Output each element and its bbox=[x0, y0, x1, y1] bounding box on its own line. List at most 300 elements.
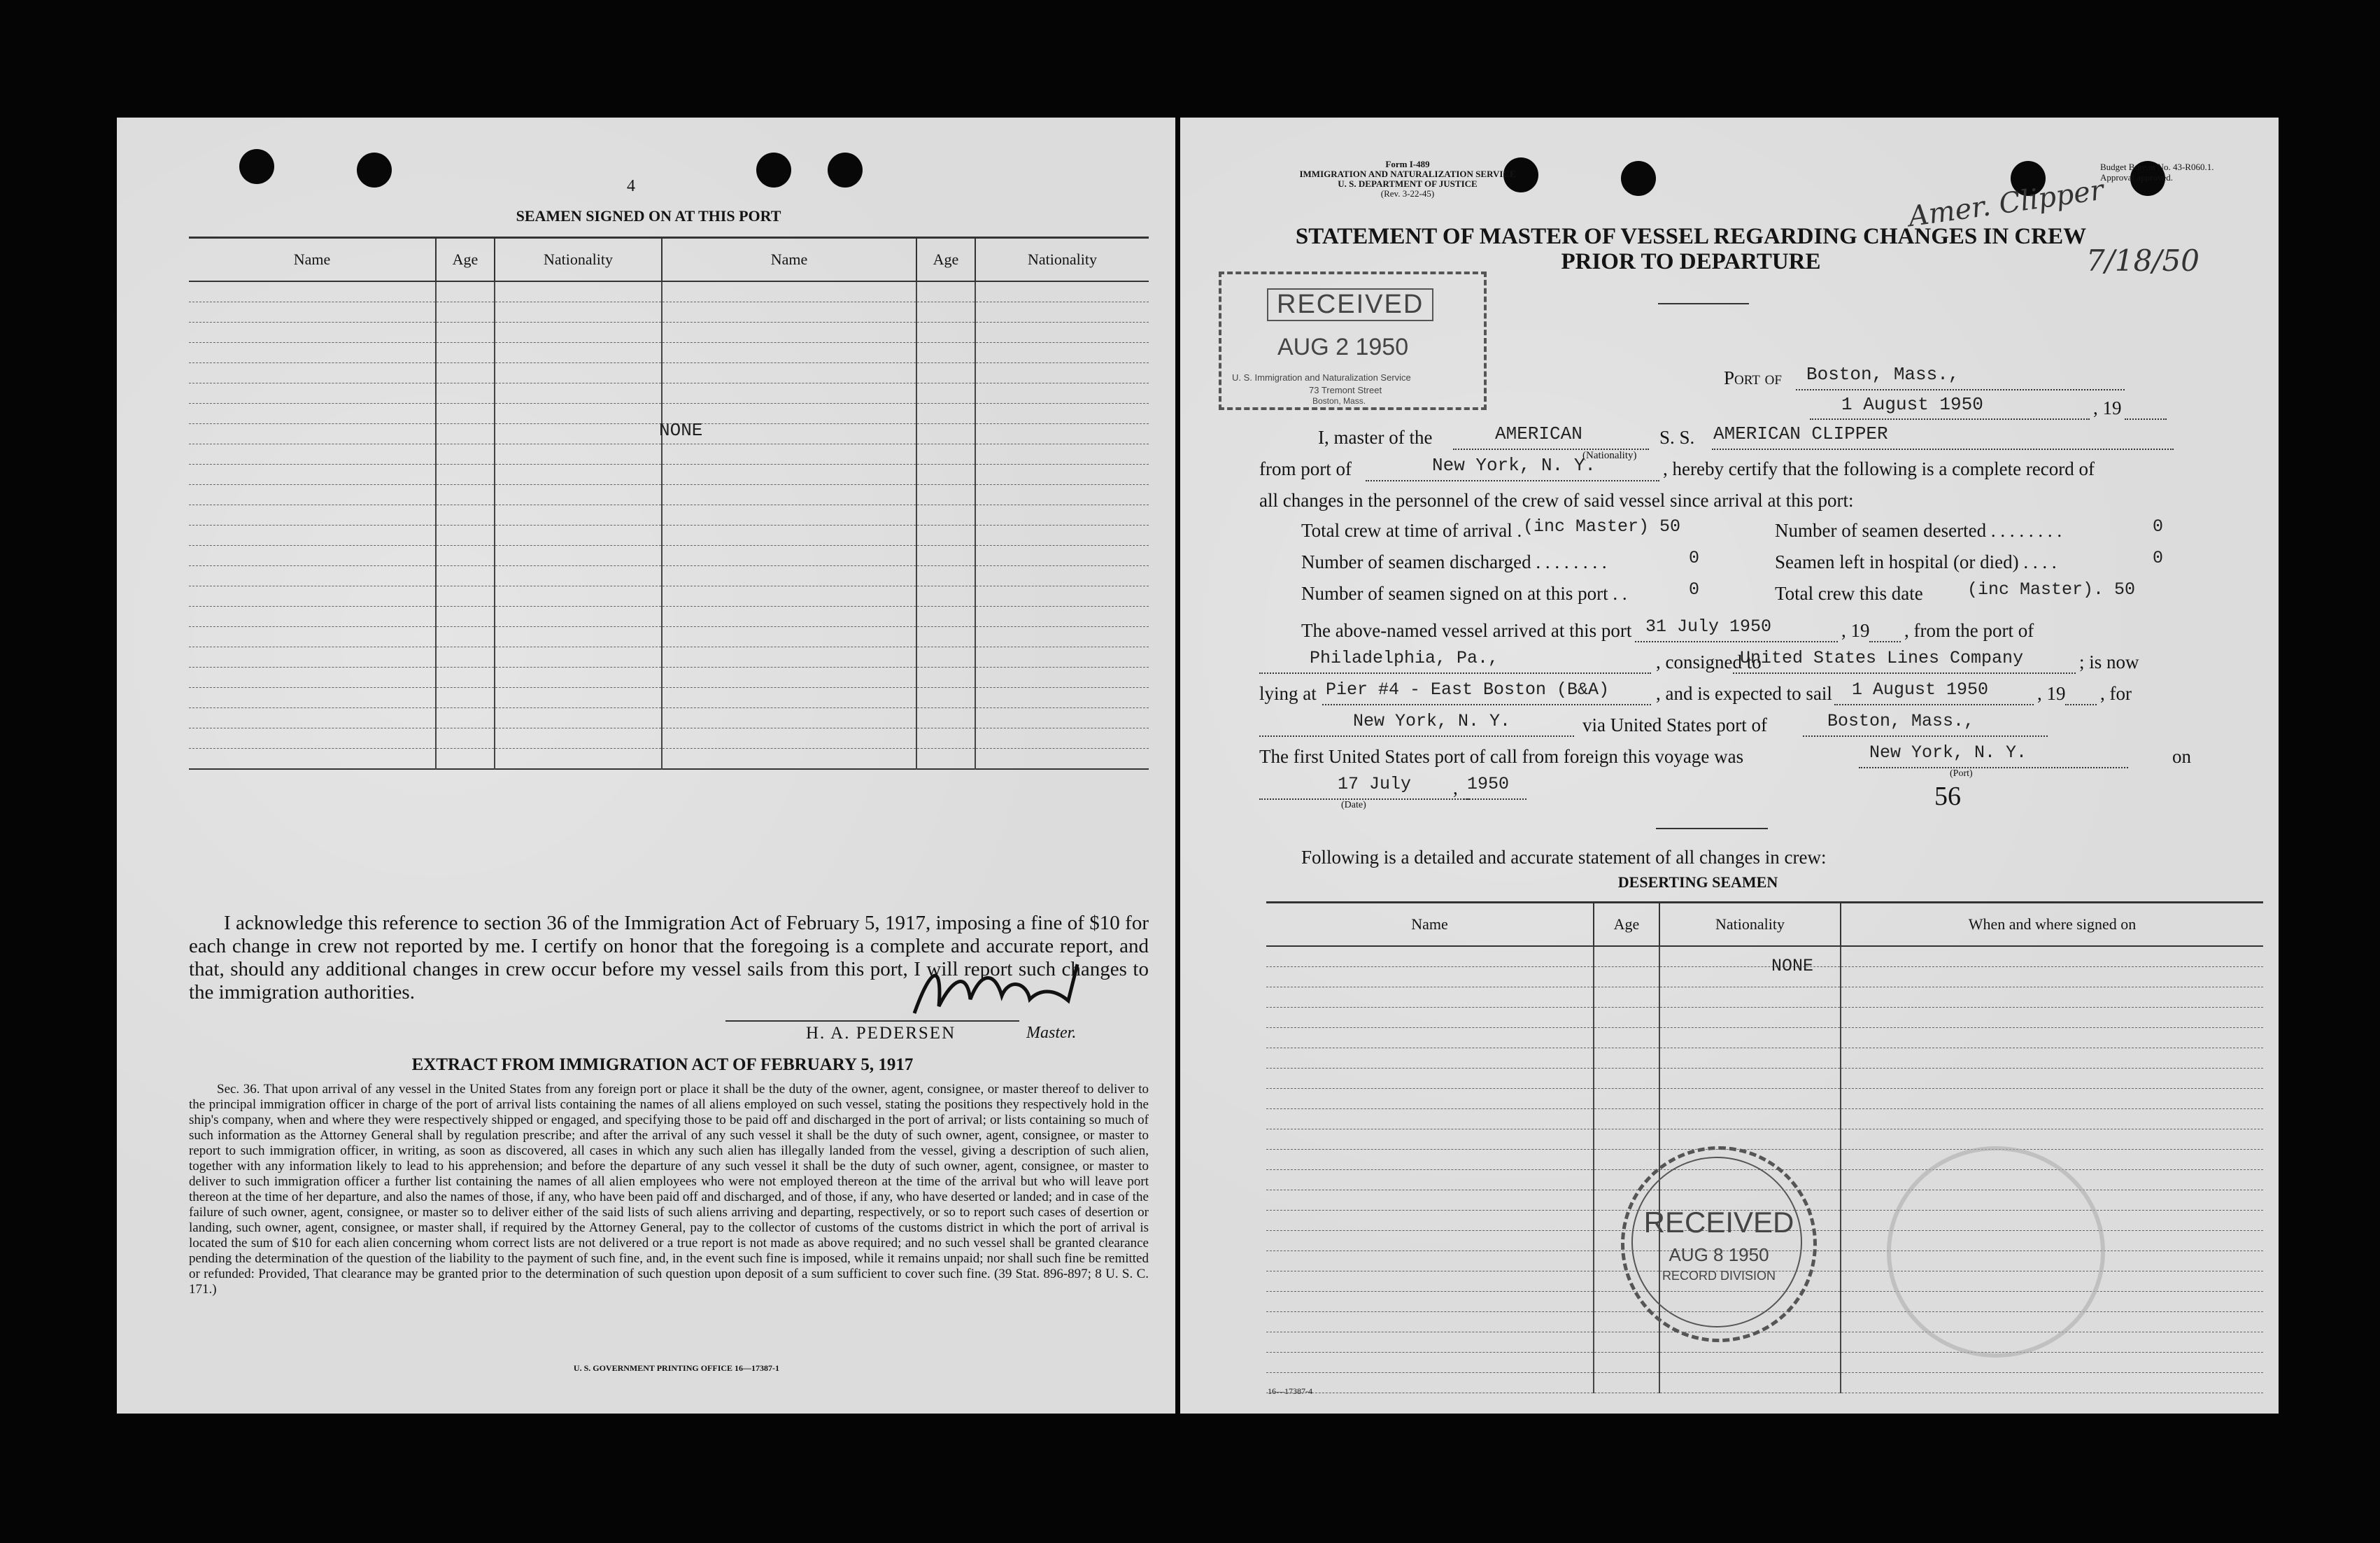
table-cell bbox=[662, 627, 916, 647]
table-cell bbox=[975, 728, 1149, 749]
stamp-city: Boston, Mass. bbox=[1312, 396, 1366, 406]
table-cell bbox=[1266, 1089, 1594, 1109]
form-header bbox=[1250, 160, 1565, 199]
table-row bbox=[1266, 1109, 2263, 1129]
table-cell bbox=[495, 566, 662, 586]
table-cell bbox=[662, 383, 916, 404]
signed-on-label: Number of seamen signed on at this port . . bbox=[1301, 583, 1627, 604]
table-cell bbox=[436, 708, 495, 728]
table-row bbox=[1266, 1048, 2263, 1069]
table-cell bbox=[975, 688, 1149, 708]
printing-office: U. S. GOVERNMENT PRINTING OFFICE 16—17387-1 bbox=[573, 1363, 780, 1373]
table-cell bbox=[436, 281, 495, 302]
table-cell bbox=[189, 444, 436, 465]
table-row bbox=[189, 688, 1149, 708]
table-cell bbox=[1841, 1129, 2263, 1150]
via-value: Boston, Mass., bbox=[1827, 711, 1975, 731]
table-cell bbox=[975, 526, 1149, 546]
received-stamp bbox=[1219, 272, 1487, 410]
table-row bbox=[189, 444, 1149, 465]
table-cell bbox=[662, 668, 916, 688]
table-cell bbox=[495, 708, 662, 728]
table-cell bbox=[1659, 1048, 1841, 1069]
punch-hole bbox=[828, 153, 863, 188]
table-cell bbox=[975, 424, 1149, 444]
table-cell bbox=[189, 465, 436, 485]
table-cell bbox=[975, 485, 1149, 505]
comma: , bbox=[1453, 777, 1458, 798]
column-header: Age bbox=[1594, 903, 1659, 947]
table-cell bbox=[436, 668, 495, 688]
table-cell bbox=[1594, 1008, 1659, 1028]
table-cell bbox=[975, 323, 1149, 343]
table-cell bbox=[1594, 1109, 1659, 1129]
column-header: When and where signed on bbox=[1841, 903, 2263, 947]
port-label: Port of bbox=[1724, 367, 1782, 388]
table-cell bbox=[916, 383, 975, 404]
table-cell bbox=[436, 749, 495, 770]
table-cell bbox=[1594, 1332, 1659, 1353]
table-cell bbox=[1266, 1150, 1594, 1170]
table-cell bbox=[495, 688, 662, 708]
first-port-label: The first United States port of call from foreign this voyage was bbox=[1259, 746, 1744, 767]
form-subtitle: PRIOR TO DEPARTURE bbox=[1561, 249, 1821, 274]
arrived-value: 31 July 1950 bbox=[1645, 617, 1772, 637]
left-page bbox=[117, 118, 1175, 1414]
table-row bbox=[1266, 1089, 2263, 1109]
table-row bbox=[189, 383, 1149, 404]
table-cell bbox=[1266, 1211, 1594, 1231]
column-header: Age bbox=[436, 238, 495, 282]
stamp-received-text: RECEIVED bbox=[1267, 288, 1433, 321]
master-name: H. A. PEDERSEN bbox=[806, 1024, 956, 1043]
acknowledgment-text: I acknowledge this reference to section 36 of the Immigration Act of February 5, 1917, imposing a fine of $10 for each change in crew not reported by me. I certify on honor that the foregoing is a complete and accurate report, and that, should any additional changes in crew occur before my vessel sails from this port, I will report such changes to the immigration authorities. bbox=[189, 912, 1149, 1003]
table-row bbox=[1266, 1129, 2263, 1150]
expected-label: , and is expected to sail bbox=[1656, 683, 1832, 704]
table-row bbox=[189, 485, 1149, 505]
table-cell bbox=[975, 444, 1149, 465]
table-cell bbox=[189, 505, 436, 526]
table-row bbox=[189, 607, 1149, 627]
table-cell bbox=[916, 708, 975, 728]
revision: (Rev. 3-22-45) bbox=[1380, 188, 1435, 199]
table-row bbox=[189, 363, 1149, 383]
for-label: , for bbox=[2100, 683, 2132, 704]
table-cell bbox=[436, 526, 495, 546]
table-cell bbox=[1594, 1312, 1659, 1332]
table-cell bbox=[1266, 1048, 1594, 1069]
table-cell bbox=[436, 485, 495, 505]
table-cell bbox=[975, 383, 1149, 404]
table-cell bbox=[1594, 967, 1659, 987]
table-row bbox=[1266, 1008, 2263, 1028]
table-cell bbox=[495, 668, 662, 688]
table-row bbox=[189, 526, 1149, 546]
certify-text: , hereby certify that the following is a complete record of bbox=[1663, 458, 2095, 479]
handwritten-vessel: Amer. Clipper bbox=[1906, 174, 2106, 234]
table-cell bbox=[662, 363, 916, 383]
stamp-date: AUG 2 1950 bbox=[1277, 334, 1409, 360]
section-title: SEAMEN SIGNED ON AT THIS PORT bbox=[516, 207, 781, 225]
table-cell bbox=[916, 444, 975, 465]
table-cell bbox=[1841, 1028, 2263, 1048]
table-cell bbox=[1659, 987, 1841, 1008]
page-count: 56 bbox=[1934, 782, 1961, 811]
table-cell bbox=[495, 383, 662, 404]
discharged-value: 0 bbox=[1689, 548, 1700, 568]
punch-hole bbox=[239, 149, 274, 184]
nationality-value: AMERICAN bbox=[1495, 423, 1582, 444]
table-cell bbox=[436, 566, 495, 586]
table-row bbox=[189, 546, 1149, 566]
table-row bbox=[189, 323, 1149, 343]
table-cell bbox=[189, 728, 436, 749]
table-row bbox=[1266, 1069, 2263, 1089]
table-row bbox=[189, 566, 1149, 586]
total-crew-date-label: Total crew this date bbox=[1775, 583, 1923, 604]
all-changes-text: all changes in the personnel of the crew of said vessel since arrival at this port: bbox=[1259, 490, 1854, 511]
vessel-value: AMERICAN CLIPPER bbox=[1713, 423, 1888, 444]
table-cell bbox=[916, 526, 975, 546]
table-cell bbox=[1266, 1170, 1594, 1190]
table-cell bbox=[916, 728, 975, 749]
table-cell bbox=[975, 465, 1149, 485]
table-cell bbox=[1266, 1251, 1594, 1271]
table-cell bbox=[495, 586, 662, 607]
table-cell bbox=[1266, 1271, 1594, 1292]
via-label: via United States port of bbox=[1582, 714, 1767, 735]
table-cell bbox=[1594, 987, 1659, 1008]
table-cell bbox=[916, 749, 975, 770]
table-row bbox=[189, 749, 1149, 770]
table-cell bbox=[189, 647, 436, 668]
table-row bbox=[189, 668, 1149, 688]
table-cell bbox=[662, 526, 916, 546]
table-cell bbox=[436, 383, 495, 404]
table-row bbox=[189, 505, 1149, 526]
table-cell bbox=[1594, 1150, 1659, 1170]
seamen-signed-table bbox=[189, 237, 1149, 770]
table-cell bbox=[1659, 946, 1841, 967]
table-cell bbox=[662, 586, 916, 607]
master-label: Master. bbox=[1026, 1024, 1077, 1042]
sail-value: 1 August 1950 bbox=[1852, 679, 1989, 700]
table-cell bbox=[495, 281, 662, 302]
table-cell bbox=[662, 546, 916, 566]
table-cell bbox=[662, 444, 916, 465]
table-cell bbox=[1841, 967, 2263, 987]
table-cell bbox=[495, 546, 662, 566]
table-cell bbox=[975, 647, 1149, 668]
table-row bbox=[1266, 1353, 2263, 1373]
table-cell bbox=[495, 424, 662, 444]
extract-title: EXTRACT FROM IMMIGRATION ACT OF FEBRUARY 5, 1917 bbox=[411, 1055, 914, 1074]
table-cell bbox=[662, 505, 916, 526]
table-cell bbox=[436, 424, 495, 444]
table-cell bbox=[495, 444, 662, 465]
table-cell bbox=[495, 465, 662, 485]
table-cell bbox=[1266, 1353, 1594, 1373]
table-cell bbox=[436, 546, 495, 566]
table-cell bbox=[436, 505, 495, 526]
table-row bbox=[1266, 987, 2263, 1008]
table-cell bbox=[662, 485, 916, 505]
table-cell bbox=[1266, 1129, 1594, 1150]
discharged-label: Number of seamen discharged . . . . . . . . bbox=[1301, 551, 1607, 572]
table-cell bbox=[916, 343, 975, 363]
arrived-year-suffix: , 19 bbox=[1841, 620, 1870, 641]
table-cell bbox=[436, 607, 495, 627]
table-cell bbox=[1659, 967, 1841, 987]
column-header: Age bbox=[916, 238, 975, 282]
ss-label: S. S. bbox=[1659, 427, 1695, 448]
table-cell bbox=[436, 586, 495, 607]
agency-line: IMMIGRATION AND NATURALIZATION SERVICE bbox=[1299, 169, 1516, 179]
table-cell bbox=[916, 323, 975, 343]
table-cell bbox=[975, 363, 1149, 383]
date-caption: (Date) bbox=[1341, 800, 1366, 810]
table-cell bbox=[495, 647, 662, 668]
following-text: Following is a detailed and accurate statement of all changes in crew: bbox=[1301, 847, 1827, 868]
table-cell bbox=[1266, 1008, 1594, 1028]
table-cell bbox=[975, 668, 1149, 688]
table-cell bbox=[1266, 1069, 1594, 1089]
deserted-value: 0 bbox=[2153, 516, 2164, 537]
none-entry: NONE bbox=[1771, 956, 1814, 976]
hospital-label: Seamen left in hospital (or died) . . . . bbox=[1775, 551, 2057, 572]
first-date-value: 17 July bbox=[1338, 774, 1412, 794]
form-number: Form I-489 bbox=[1385, 159, 1430, 169]
table-cell bbox=[1266, 1332, 1594, 1353]
total-crew-date-value: (inc Master). 50 bbox=[1967, 579, 2136, 600]
round-stamp-sub: RECORD DIVISION bbox=[1662, 1269, 1776, 1283]
table-row bbox=[189, 281, 1149, 302]
table-cell bbox=[1594, 1028, 1659, 1048]
column-header: Nationality bbox=[495, 238, 662, 282]
table-cell bbox=[1841, 987, 2263, 1008]
table-cell bbox=[975, 749, 1149, 770]
table-cell bbox=[189, 343, 436, 363]
table-cell bbox=[436, 302, 495, 323]
total-crew-arrival-label: Total crew at time of arrival . bbox=[1301, 520, 1522, 541]
table-cell bbox=[189, 627, 436, 647]
table-cell bbox=[436, 728, 495, 749]
table-cell bbox=[916, 627, 975, 647]
table-cell bbox=[662, 302, 916, 323]
table-cell bbox=[662, 323, 916, 343]
table-cell bbox=[495, 485, 662, 505]
is-now-label: ; is now bbox=[2079, 651, 2139, 672]
table-cell bbox=[1594, 1373, 1659, 1393]
table-cell bbox=[436, 627, 495, 647]
faded-round-stamp bbox=[1887, 1146, 2105, 1358]
table-cell bbox=[916, 647, 975, 668]
table-cell bbox=[916, 546, 975, 566]
table-row bbox=[1266, 1028, 2263, 1048]
table-cell bbox=[189, 749, 436, 770]
date-value: 1 August 1950 bbox=[1841, 394, 1983, 415]
from-port-label: from port of bbox=[1259, 458, 1352, 479]
table-cell bbox=[662, 281, 916, 302]
first-date-year: 1950 bbox=[1467, 774, 1510, 794]
table-cell bbox=[662, 749, 916, 770]
master-of-label: I, master of the bbox=[1318, 427, 1433, 448]
table-cell bbox=[662, 728, 916, 749]
table-cell bbox=[975, 586, 1149, 607]
table-cell bbox=[916, 586, 975, 607]
table-cell bbox=[495, 404, 662, 424]
table-cell bbox=[1841, 946, 2263, 967]
table-cell bbox=[1659, 1089, 1841, 1109]
table-cell bbox=[916, 688, 975, 708]
handwritten-date: 7/18/50 bbox=[2086, 244, 2200, 278]
extract-text: Sec. 36. That upon arrival of any vessel in the United States from any foreign port or place it shall be the duty of the owner, agent, consignee, or master thereof to deliver to the principal immigration officer in charge of the port of arrival lists containing the names of all aliens employed on such vessel, stating the positions they respectively hold in the ship's company, when and where they were respectively shipped or engaged, and specifying those to be paid off and discharged in the port of arrival; or lists containing so much of such information as the Attorney General shall by regulation prescribe; and after the arrival of any such vessel it shall be the duty of such owner, agent, consignee, or master to report to such immigration officer, in writing, as soon as discovered, all cases in which any such alien has illegally landed from the vessel, giving a description of such alien, together with any information likely to lead to his apprehension; and before the departure of any such vessel it shall be the duty of such owner, agent, consignee, or master to deliver to such immigration officer a further list containing the names of all alien employees who were not employed thereon at the time of the arrival but who will leave port thereon at the time of her departure, and also the names of those, if any, who have been paid off and discharged, and of those, if any, who have deserted or landed; and in case of the failure of such owner, agent, consignee, or master so to deliver either of the said lists of such aliens arriving and departing, respectively, or so to report such cases of desertion or landing, such owner, agent, consignee, or master shall, if required by the Attorney General, pay to the collector of customs of the customs district in which the port of arrival is located the sum of $10 for each alien concerning whom correct lists are not delivered or a true report is not made as above required; and no such vessel shall be granted clearance pending the determination of the question of the liability to the payment of such fine, and, in the event such fine is imposed, while it remains unpaid; nor shall such fine be remitted or refunded: Provided, That clearance may be granted prior to the determination of such question upon deposit of a sum sufficient to cover such fine. (39 Stat. 896-897; 8 U. S. C. 171.) bbox=[189, 1082, 1149, 1297]
table-cell bbox=[1266, 1109, 1594, 1129]
table-cell bbox=[189, 607, 436, 627]
table-cell bbox=[916, 668, 975, 688]
signed-on-value: 0 bbox=[1689, 579, 1700, 600]
table-cell bbox=[495, 505, 662, 526]
table-cell bbox=[916, 465, 975, 485]
table-cell bbox=[662, 465, 916, 485]
table-cell bbox=[1266, 1373, 1594, 1393]
table-cell bbox=[1266, 967, 1594, 987]
consignee-value: United States Lines Company bbox=[1740, 648, 2024, 668]
table-cell bbox=[916, 302, 975, 323]
table-cell bbox=[1841, 1069, 2263, 1089]
budget-bureau bbox=[2100, 162, 2268, 183]
table-row bbox=[189, 586, 1149, 607]
table-cell bbox=[975, 566, 1149, 586]
table-cell bbox=[1266, 1028, 1594, 1048]
table-cell bbox=[662, 343, 916, 363]
budget-number: Budget Bureau No. 43-R060.1. bbox=[2100, 162, 2214, 172]
punch-hole bbox=[1621, 161, 1656, 196]
table-cell bbox=[495, 607, 662, 627]
table-cell bbox=[1594, 1353, 1659, 1373]
table-cell bbox=[1266, 946, 1594, 967]
table-cell bbox=[495, 526, 662, 546]
table-cell bbox=[662, 607, 916, 627]
table-cell bbox=[1659, 1008, 1841, 1028]
page-number: 4 bbox=[627, 177, 635, 195]
table-cell bbox=[189, 404, 436, 424]
table-cell bbox=[975, 505, 1149, 526]
right-page bbox=[1180, 118, 2279, 1414]
stamp-agency: U. S. Immigration and Naturalization Service bbox=[1232, 372, 1411, 383]
table-cell bbox=[1659, 1028, 1841, 1048]
table-cell bbox=[975, 627, 1149, 647]
table-cell bbox=[189, 323, 436, 343]
round-stamp-text: RECEIVED bbox=[1643, 1206, 1794, 1239]
column-header: Nationality bbox=[975, 238, 1149, 282]
table-cell bbox=[916, 404, 975, 424]
column-header: Name bbox=[189, 238, 436, 282]
table-cell bbox=[916, 485, 975, 505]
table-cell bbox=[916, 566, 975, 586]
arrived-label: The above-named vessel arrived at this port bbox=[1301, 620, 1632, 641]
table-cell bbox=[1266, 1190, 1594, 1211]
table-cell bbox=[436, 688, 495, 708]
table-cell bbox=[436, 647, 495, 668]
table-cell bbox=[662, 688, 916, 708]
table-cell bbox=[975, 708, 1149, 728]
table-cell bbox=[189, 586, 436, 607]
deserting-title: DESERTING SEAMEN bbox=[1617, 873, 1778, 891]
table-cell bbox=[1594, 1089, 1659, 1109]
table-cell bbox=[662, 708, 916, 728]
table-cell bbox=[1659, 1069, 1841, 1089]
master-signature bbox=[904, 950, 1086, 1027]
table-cell bbox=[189, 688, 436, 708]
table-cell bbox=[436, 323, 495, 343]
table-cell bbox=[975, 404, 1149, 424]
table-row bbox=[189, 465, 1149, 485]
table-cell bbox=[1841, 1353, 2263, 1373]
table-cell bbox=[1659, 1353, 1841, 1373]
table-cell bbox=[662, 566, 916, 586]
table-cell bbox=[189, 302, 436, 323]
table-cell bbox=[436, 465, 495, 485]
table-cell bbox=[495, 343, 662, 363]
table-cell bbox=[916, 281, 975, 302]
total-crew-arrival-value: (inc Master) 50 bbox=[1523, 516, 1681, 537]
table-cell bbox=[189, 485, 436, 505]
table-row bbox=[189, 343, 1149, 363]
table-cell bbox=[1841, 1373, 2263, 1393]
table-cell bbox=[1659, 1109, 1841, 1129]
table-cell bbox=[1594, 1069, 1659, 1089]
table-cell bbox=[1266, 1292, 1594, 1312]
table-cell bbox=[189, 546, 436, 566]
table-cell bbox=[1841, 1109, 2263, 1129]
table-row bbox=[1266, 1373, 2263, 1393]
punch-hole bbox=[756, 153, 791, 188]
destination-value: New York, N. Y. bbox=[1353, 711, 1511, 731]
hospital-value: 0 bbox=[2153, 548, 2164, 568]
table-row bbox=[1266, 946, 2263, 967]
table-cell bbox=[975, 281, 1149, 302]
table-cell bbox=[975, 302, 1149, 323]
lying-label: lying at bbox=[1259, 683, 1317, 704]
table-cell bbox=[495, 728, 662, 749]
table-row bbox=[189, 627, 1149, 647]
table-cell bbox=[1841, 1089, 2263, 1109]
table-cell bbox=[1659, 1373, 1841, 1393]
table-cell bbox=[916, 424, 975, 444]
deserted-label: Number of seamen deserted . . . . . . . . bbox=[1775, 520, 2062, 541]
table-cell bbox=[495, 323, 662, 343]
table-cell bbox=[1266, 987, 1594, 1008]
table-row bbox=[189, 708, 1149, 728]
table-cell bbox=[662, 647, 916, 668]
table-cell bbox=[975, 343, 1149, 363]
first-port-value: New York, N. Y. bbox=[1869, 742, 2027, 763]
port-caption: (Port) bbox=[1950, 768, 1973, 779]
approval-note: Approval approved. bbox=[2100, 172, 2173, 183]
column-header: Name bbox=[1266, 903, 1594, 947]
table-cell bbox=[189, 424, 436, 444]
agency-line: U. S. DEPARTMENT OF JUSTICE bbox=[1338, 178, 1478, 189]
from-port-value: New York, N. Y. bbox=[1432, 455, 1596, 476]
table-cell bbox=[495, 363, 662, 383]
table-cell bbox=[436, 363, 495, 383]
consigned-label: , consigned to bbox=[1656, 651, 1762, 672]
table-cell bbox=[495, 749, 662, 770]
table-cell bbox=[495, 302, 662, 323]
table-cell bbox=[189, 526, 436, 546]
table-cell bbox=[495, 627, 662, 647]
